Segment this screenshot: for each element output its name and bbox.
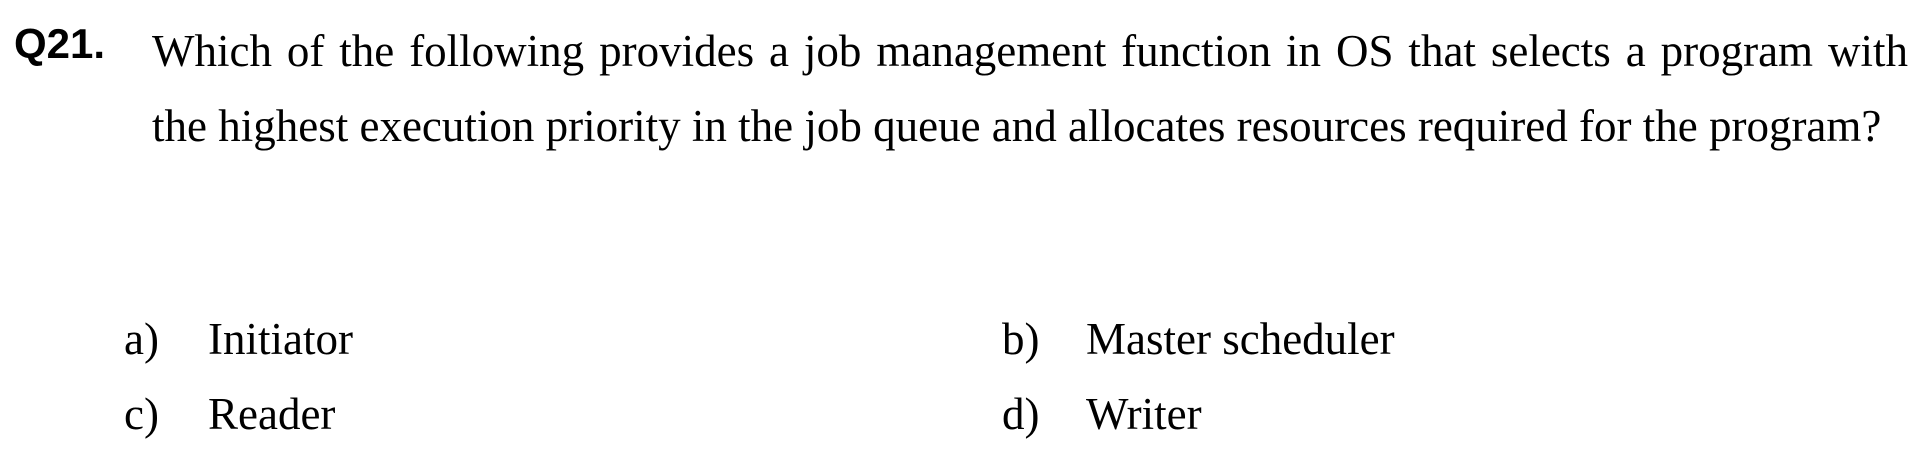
option-text: Writer bbox=[1086, 389, 1202, 439]
question-number: Q21. bbox=[14, 20, 106, 67]
option-c bbox=[124, 377, 335, 452]
option-letter: b) bbox=[1002, 314, 1040, 364]
option-d bbox=[1002, 377, 1202, 452]
option-text: Initiator bbox=[208, 314, 353, 364]
option-b bbox=[1002, 302, 1395, 377]
option-text: Reader bbox=[208, 389, 336, 439]
question-text: Which of the following provides a job management function in OS that selects a program with the highest execution priority in the job queue and allocates resources required for the program? bbox=[152, 26, 1908, 151]
option-letter: c) bbox=[124, 389, 159, 439]
option-a bbox=[124, 302, 353, 377]
option-letter: a) bbox=[124, 314, 159, 364]
option-letter: d) bbox=[1002, 389, 1040, 439]
option-text: Master scheduler bbox=[1086, 314, 1395, 364]
